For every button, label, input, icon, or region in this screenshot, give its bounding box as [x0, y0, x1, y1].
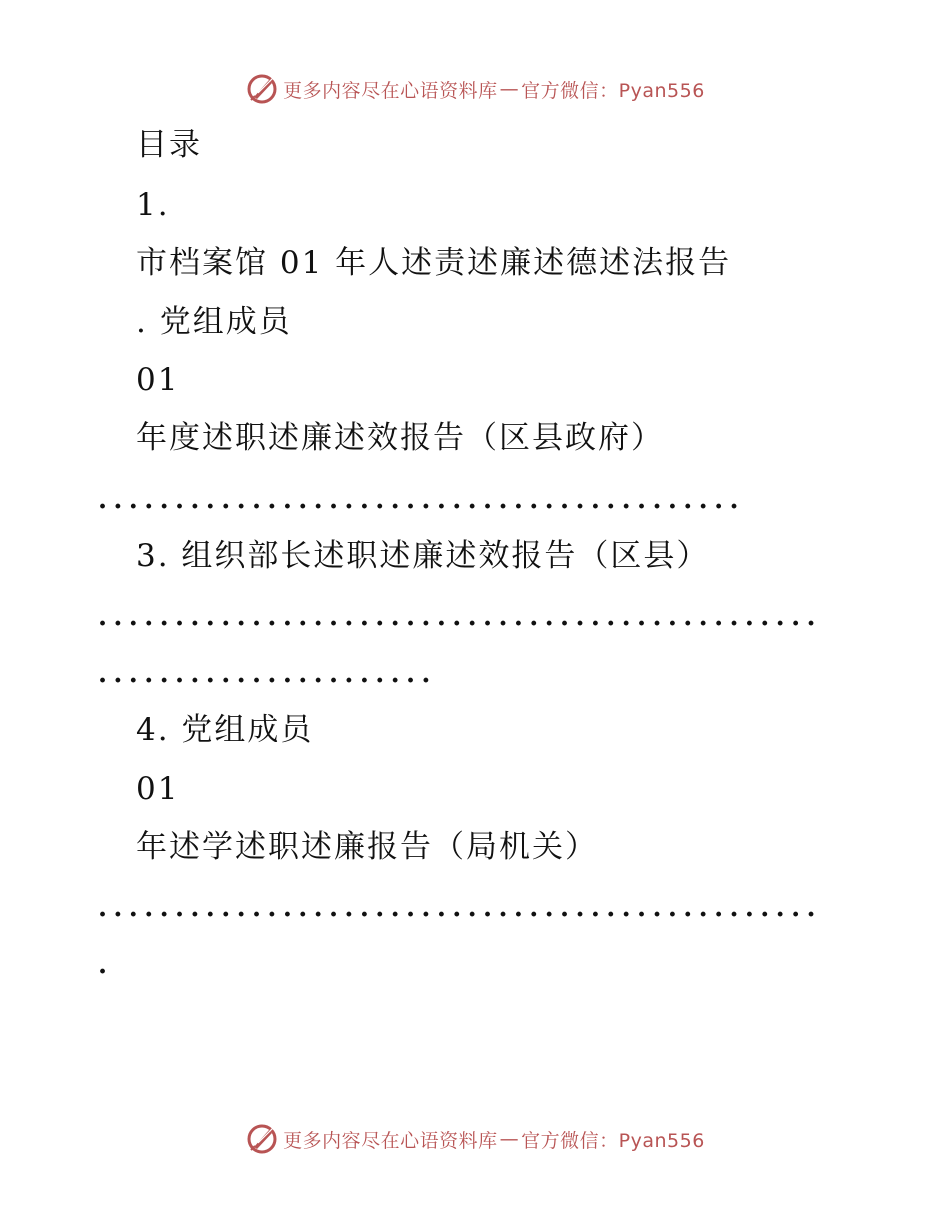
toc-line: 01	[136, 771, 180, 807]
watermark-separator: —	[499, 1128, 520, 1150]
toc-line: . 党组成员	[136, 304, 292, 340]
watermark-text: 更多内容尽在心语资料库	[283, 79, 498, 102]
toc-line: 3. 组织部长述职述廉述效报告（区县）	[136, 538, 710, 574]
toc-leader-dots: ......................	[98, 661, 437, 687]
toc-leader-dots: .	[98, 952, 114, 978]
toc-line: 市档案馆 01 年人述责述廉述德述法报告	[136, 245, 732, 281]
quill-pen-logo-icon	[245, 1122, 279, 1156]
quill-pen-logo-icon	[245, 72, 279, 106]
toc-leader-dots: ..........................................	[98, 487, 745, 513]
toc-leader-dots: ...............................................	[98, 604, 822, 630]
watermark-text: 更多内容尽在心语资料库	[283, 1129, 498, 1152]
header-watermark	[0, 72, 950, 106]
watermark-separator: —	[499, 78, 520, 100]
watermark-wechat: 官方微信：Pyan556	[521, 79, 705, 102]
toc-title: 目录	[136, 127, 202, 163]
toc-line: 4. 党组成员	[136, 712, 314, 748]
toc-line: 01	[136, 362, 180, 398]
toc-line: 年述学述职述廉报告（局机关）	[136, 829, 598, 865]
toc-leader-dots: ...............................................	[98, 895, 822, 921]
watermark-wechat: 官方微信：Pyan556	[521, 1129, 705, 1152]
footer-watermark	[0, 1122, 950, 1156]
toc-line: 年度述职述廉述效报告（区县政府）	[136, 420, 664, 456]
toc-line: 1.	[136, 187, 170, 223]
